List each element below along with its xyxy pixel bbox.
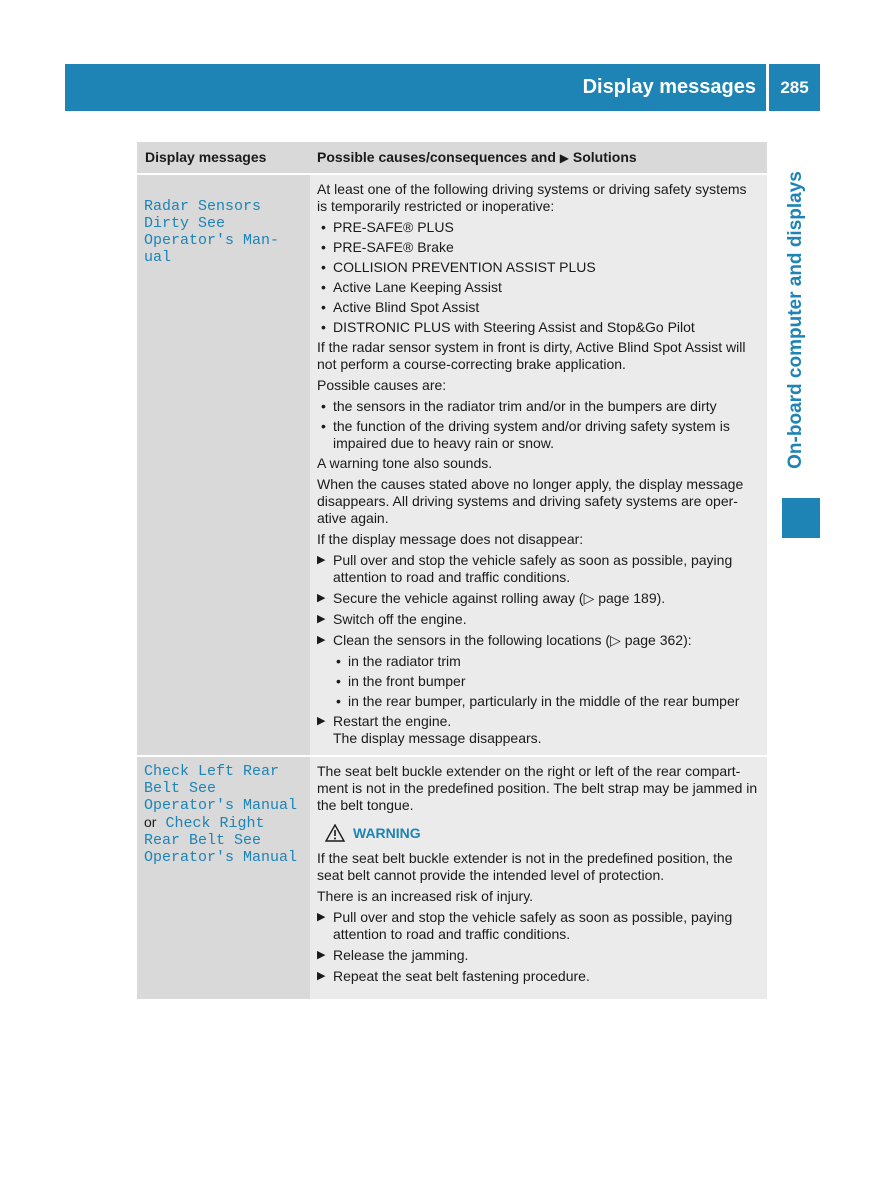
step-text: Repeat the seat belt fastening procedure. xyxy=(333,968,590,984)
message-or: or xyxy=(144,814,157,830)
page-title: Display messages xyxy=(582,76,756,98)
triangle-right-icon: ▶ xyxy=(317,911,326,923)
message-cell xyxy=(137,175,310,755)
triangle-right-icon: ▶ xyxy=(317,634,326,646)
col-header-solutions-post: Solutions xyxy=(572,149,637,165)
step-text: Pull over and stop the vehicle safely as soon as possible, paying attention to road and traffic conditions. xyxy=(333,552,733,585)
risk-text: There is an increased risk of injury. xyxy=(317,888,534,904)
triangle-right-icon: ▶ xyxy=(559,151,570,165)
step-text: Pull over and stop the vehicle safely as soon as possible, paying attention to road and traffic conditions. xyxy=(333,909,733,942)
solution-cell xyxy=(310,757,767,999)
warning-label: WARNING xyxy=(353,824,421,841)
warning-heading xyxy=(325,824,759,842)
side-chapter-marker xyxy=(782,498,820,538)
list-item: • PRE-SAFE® Brake xyxy=(317,239,759,256)
triangle-right-icon: ▶ xyxy=(317,949,326,961)
message-text xyxy=(144,181,302,266)
side-chapter-label: On-board computer and displays xyxy=(785,171,806,469)
header-bar xyxy=(65,64,766,111)
triangle-right-icon: ▶ xyxy=(317,554,326,566)
list-item: • Active Blind Spot Assist xyxy=(317,299,759,316)
list-item: • the function of the driving system and/or driving safety system is impaired due to heavy rain or snow. xyxy=(317,418,759,452)
list-item: • in the radiator trim xyxy=(317,653,759,670)
causes-label: Possible causes are: xyxy=(317,377,447,393)
page-number: 285 xyxy=(780,78,809,97)
step-text: Restart the engine. xyxy=(333,713,452,729)
page-number-box xyxy=(769,64,820,111)
intro-text: At least one of the following driving systems or driving safety systems is temporarily restricted or inoperative: xyxy=(317,181,747,214)
instruction-step xyxy=(317,552,759,586)
disappear-note: When the causes stated above no longer apply, the display message disappears. All driving systems and driving safety systems are oper- ative again. xyxy=(317,476,744,526)
col-header-solutions-pre: Possible causes/consequences and xyxy=(317,149,556,165)
instruction-step xyxy=(317,968,759,985)
triangle-right-icon: ▶ xyxy=(317,613,326,625)
instruction-step xyxy=(317,590,759,607)
triangle-right-icon: ▶ xyxy=(317,715,326,727)
tone-note: A warning tone also sounds. xyxy=(317,455,493,471)
instruction-step xyxy=(317,947,759,964)
step-text: Release the jamming. xyxy=(333,947,469,963)
step-text: Secure the vehicle against rolling away (▷ page 189). xyxy=(333,590,666,606)
step-result: The display message disappears. xyxy=(333,730,542,746)
instruction-step xyxy=(317,713,759,730)
list-item: • PRE-SAFE® PLUS xyxy=(317,219,759,236)
triangle-right-icon: ▶ xyxy=(317,970,326,982)
list-item: • Active Lane Keeping Assist xyxy=(317,279,759,296)
message-right-belt: Check Right Rear Belt See Operator's Manual xyxy=(144,815,298,866)
col-header-solutions xyxy=(310,142,767,173)
intro-text: The seat belt buckle extender on the right or left of the rear compart- ment is not in the predefined position. The belt strap may be jammed in the belt tongue. xyxy=(317,763,758,813)
warning-triangle-icon xyxy=(325,824,345,842)
message-left-belt: Check Left Rear Belt See Operator's Manual xyxy=(144,763,298,814)
message-radar: Radar Sensors Dirty See Operator's Man- ual xyxy=(144,198,280,266)
col-header-messages: Display messages xyxy=(145,149,267,165)
list-item: • DISTRONIC PLUS with Steering Assist and Stop&Go Pilot xyxy=(317,319,759,336)
side-chapter-tab xyxy=(782,150,810,490)
step-text: Switch off the engine. xyxy=(333,611,467,627)
warning-text: If the seat belt buckle extender is not in the predefined position, the seat belt cannot provide the intended level of protection. xyxy=(317,850,733,883)
persist-note: If the display message does not disappear: xyxy=(317,531,584,547)
table-row xyxy=(137,755,767,999)
solution-cell xyxy=(310,175,767,755)
list-item: • the sensors in the radiator trim and/or in the bumpers are dirty xyxy=(317,398,759,415)
instruction-step xyxy=(317,632,759,649)
instruction-step xyxy=(317,611,759,628)
triangle-right-icon: ▶ xyxy=(317,592,326,604)
list-item: • in the front bumper xyxy=(317,673,759,690)
list-item: • in the rear bumper, particularly in the middle of the rear bumper xyxy=(317,693,759,710)
table-row xyxy=(137,175,767,755)
list-item: • COLLISION PREVENTION ASSIST PLUS xyxy=(317,259,759,276)
instruction-step xyxy=(317,909,759,943)
message-text xyxy=(144,763,302,866)
display-messages-table xyxy=(137,142,767,999)
dirty-note: If the radar sensor system in front is dirty, Active Blind Spot Assist will not perform a course-correcting brake application. xyxy=(317,339,746,372)
table-header xyxy=(137,142,767,175)
step-text: Clean the sensors in the following locations (▷ page 362): xyxy=(333,632,692,648)
message-cell xyxy=(137,757,310,999)
